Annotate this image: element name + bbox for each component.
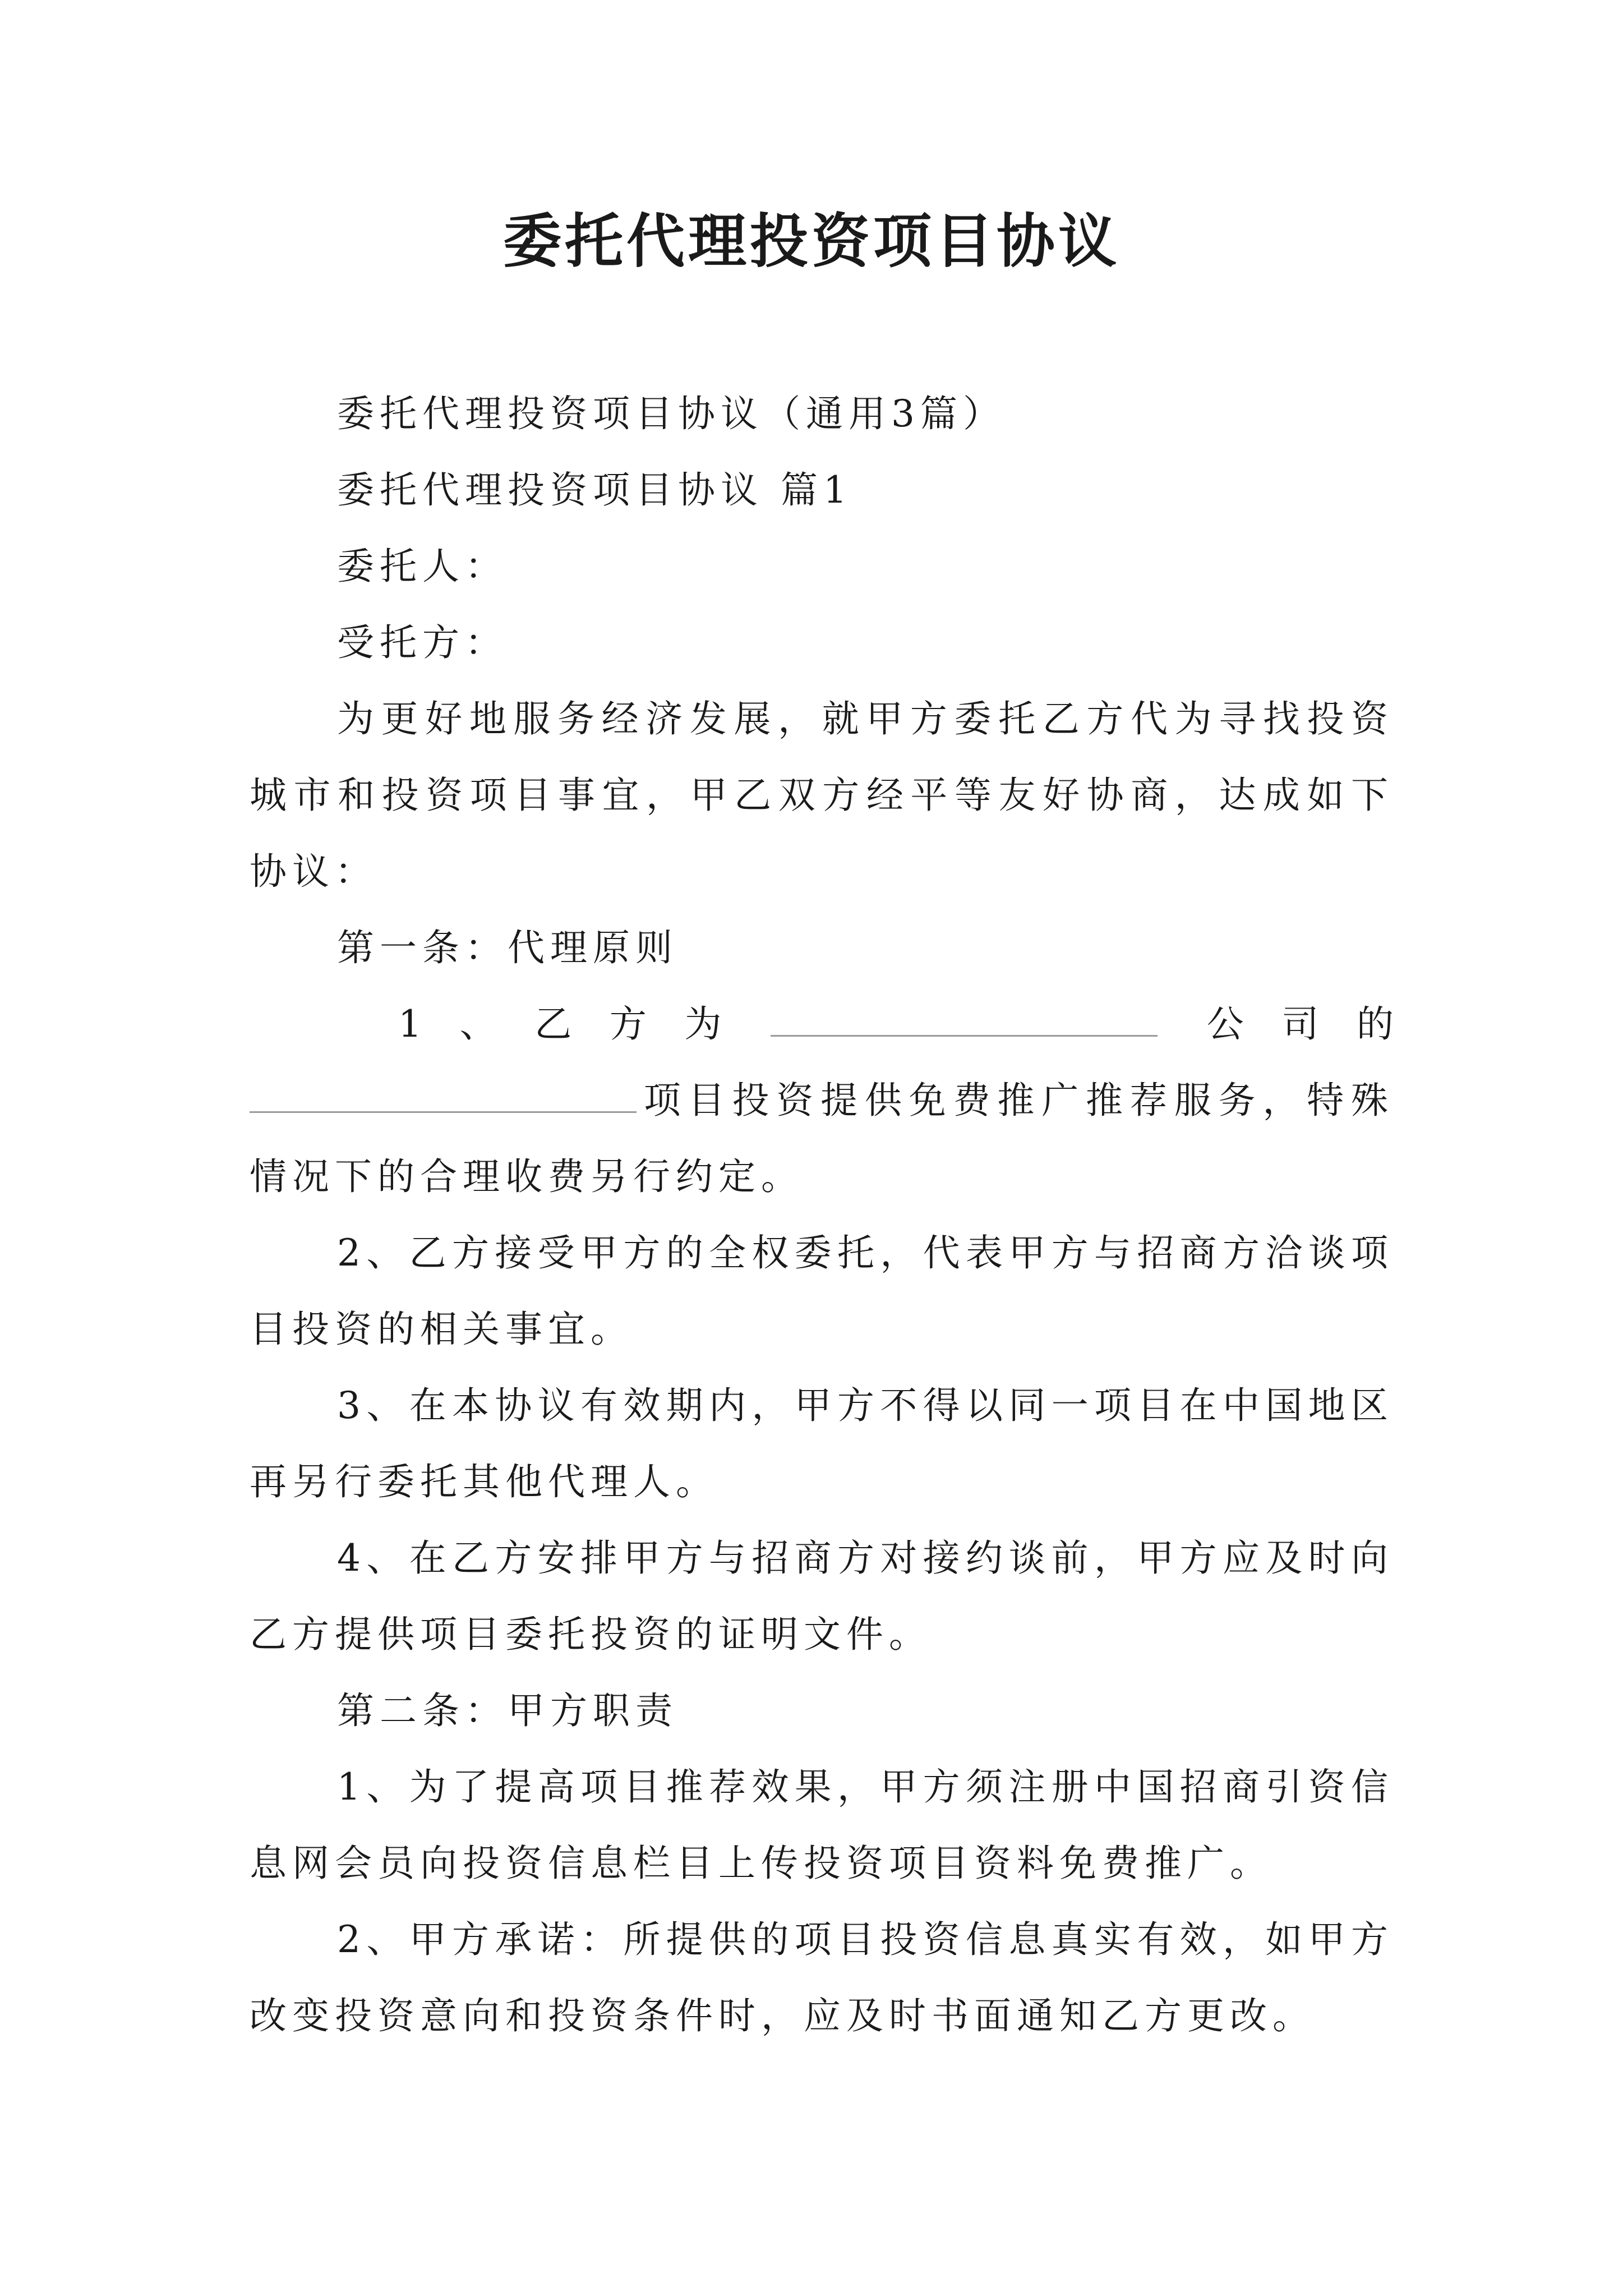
paragraph-article-1-heading: 第一条：代理原则 (337, 926, 678, 969)
project-name-blank (250, 1078, 637, 1113)
clause-char: 司 (1281, 1002, 1319, 1046)
paragraph-article-1-clause-2: 2、乙方接受甲方的全权委托，代表甲方与招商方洽谈项目投资的相关事宜。 (250, 1231, 1394, 1351)
paragraph-article-1-clause-1 (250, 986, 1394, 1215)
document-title: 委托代理投资项目协议 (502, 207, 1120, 275)
clause-number: 1 (398, 1002, 422, 1046)
paragraph-article-2-heading: 第二条：甲方职责 (337, 1689, 678, 1732)
paragraph-section-heading: 委托代理投资项目协议 篇1 (337, 468, 852, 512)
document-body (250, 376, 1394, 2054)
clause-separator: 、 (459, 1002, 497, 1046)
clause-char: 的 (1357, 1002, 1394, 1046)
paragraph-article-1-clause-4: 4、在乙方安排甲方与招商方对接约谈前，甲方应及时向乙方提供项目委托投资的证明文件。 (250, 1536, 1394, 1656)
paragraph-agent: 受托方： (337, 621, 508, 664)
paragraph-subtitle: 委托代理投资项目协议（通用3篇） (337, 392, 1006, 435)
clause-char: 乙 (534, 1002, 572, 1046)
paragraph-article-1-clause-3: 3、在本协议有效期内，甲方不得以同一项目在中国地区再另行委托其他代理人。 (250, 1384, 1394, 1503)
clause-1-rest: 项目投资提供免费推广推荐服务，特殊情况下的合理收费另行约定。 (250, 1079, 1394, 1198)
company-name-blank (771, 1001, 1158, 1037)
clause-char: 公 (1206, 1002, 1244, 1046)
clause-1-first-line (250, 986, 1394, 1062)
paragraph-article-2-clause-2: 2、甲方承诺：所提供的项目投资信息真实有效，如甲方改变投资意向和投资条件时，应及时书面通知乙方更改。 (250, 1918, 1394, 2037)
paragraph-article-2-clause-1: 1、为了提高项目推荐效果，甲方须注册中国招商引资信息网会员向投资信息栏目上传投资项目资料免费推广。 (250, 1765, 1394, 1885)
clause-char: 为 (684, 1002, 722, 1046)
clause-char: 方 (609, 1002, 647, 1046)
clause-1-continuation (250, 1062, 1394, 1215)
paragraph-principal: 委托人： (337, 545, 508, 588)
paragraph-preamble: 为更好地服务经济发展，就甲方委托乙方代为寻找投资城市和投资项目事宜，甲乙双方经平等友好协商，达成如下协议： (250, 697, 1394, 893)
